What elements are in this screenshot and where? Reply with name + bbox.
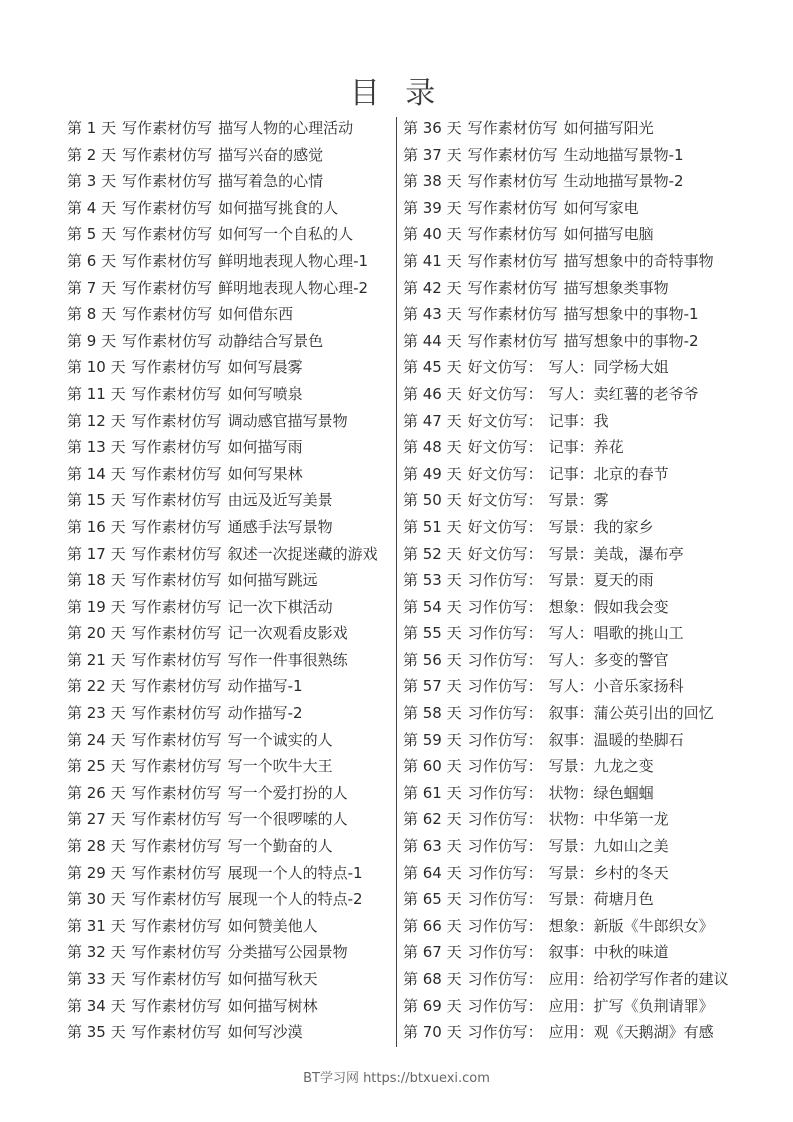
- toc-entry-topic: 记事：北京的春节: [548, 464, 669, 483]
- toc-entry-topic: 写人：唱歌的挑山工: [548, 624, 684, 643]
- toc-entry-topic: 记一次观看皮影戏: [227, 624, 348, 643]
- toc-entry[interactable]: [403, 620, 743, 647]
- toc-entry-category: 写作素材仿写: [131, 943, 222, 962]
- toc-entry[interactable]: [67, 541, 393, 568]
- toc-entry-topic: 写景：乡村的冬天: [548, 863, 669, 882]
- toc-entry-category: 写作素材仿写: [131, 624, 222, 643]
- toc-entry-category: 写作素材仿写: [131, 837, 222, 856]
- toc-entry-topic: 应用：扩写《负荆请罪》: [548, 996, 714, 1015]
- toc-entry-day: 第 38 天: [403, 172, 462, 191]
- toc-entry[interactable]: [403, 567, 743, 594]
- toc-entry-day: 第 52 天: [403, 544, 462, 563]
- toc-entry[interactable]: [67, 381, 393, 408]
- toc-entry[interactable]: [67, 753, 393, 780]
- toc-entry[interactable]: [67, 248, 393, 275]
- toc-entry-topic: 应用：观《天鹅湖》有感: [548, 1023, 714, 1042]
- toc-entry[interactable]: [403, 700, 743, 727]
- toc-entry[interactable]: [67, 594, 393, 621]
- toc-entry-topic: 状物：中华第一龙: [548, 810, 669, 829]
- toc-entry-day: 第 8 天: [67, 305, 117, 324]
- toc-entry-day: 第 25 天: [67, 757, 126, 776]
- toc-entry-topic: 分类描写公园景物: [227, 943, 348, 962]
- toc-entry-category: 好文仿写：: [467, 358, 543, 377]
- toc-entry-category: 习作仿写：: [467, 916, 543, 935]
- toc-entry-category: 写作素材仿写: [467, 119, 558, 137]
- toc-entry-category: 写作素材仿写: [122, 251, 213, 270]
- column-divider: [396, 117, 397, 1047]
- toc-entry-category: 写作素材仿写: [131, 517, 222, 536]
- toc-entry-day: 第 55 天: [403, 624, 462, 643]
- toc-entry[interactable]: [403, 514, 743, 541]
- toc-entry[interactable]: [403, 833, 743, 860]
- toc-entry-category: 好文仿写：: [467, 384, 543, 403]
- toc-entry-day: 第 18 天: [67, 571, 126, 590]
- toc-entry[interactable]: [67, 275, 393, 302]
- toc-entry-day: 第 10 天: [67, 358, 126, 377]
- toc-entry-day: 第 28 天: [67, 837, 126, 856]
- toc-entry[interactable]: [67, 301, 393, 328]
- page-title: 目 录: [349, 76, 444, 111]
- toc-entry-topic: 描写想象中的事物-2: [563, 331, 699, 350]
- toc-entry[interactable]: [67, 886, 393, 913]
- toc-entry-day: 第 11 天: [67, 384, 126, 403]
- toc-entry-topic: 调动感官描写景物: [227, 411, 348, 430]
- toc-entry-day: 第 19 天: [67, 597, 126, 616]
- toc-entry-day: 第 30 天: [67, 890, 126, 909]
- toc-entry-category: 写作素材仿写: [467, 278, 558, 297]
- toc-entry-category: 好文仿写：: [467, 544, 543, 563]
- toc-entry-category: 好文仿写：: [467, 438, 543, 457]
- toc-entry-category: 习作仿写：: [467, 1023, 543, 1042]
- toc-entry-category: 写作素材仿写: [131, 1023, 222, 1042]
- toc-entry-day: 第 33 天: [67, 970, 126, 988]
- toc-entry-topic: 如何描写雨: [227, 438, 303, 457]
- toc-entry-category: 写作素材仿写: [131, 757, 222, 776]
- toc-entry-day: 第 31 天: [67, 916, 126, 935]
- toc-entry[interactable]: [403, 142, 743, 169]
- toc-entry-day: 第 1 天: [67, 119, 117, 137]
- toc-entry-day: 第 58 天: [403, 704, 462, 723]
- toc-entry-day: 第 3 天: [67, 172, 117, 191]
- toc-entry[interactable]: [403, 939, 743, 966]
- toc-entry[interactable]: [67, 115, 393, 142]
- toc-entry-category: 写作素材仿写: [131, 783, 222, 802]
- toc-entry-topic: 如何描写秋天: [227, 970, 318, 988]
- toc-entry-topic: 写作一件事很熟练: [227, 650, 348, 669]
- toc-entry[interactable]: [67, 434, 393, 461]
- toc-entry-day: 第 40 天: [403, 225, 462, 244]
- toc-entry-category: 写作素材仿写: [122, 331, 213, 350]
- toc-entry-category: 习作仿写：: [467, 943, 543, 962]
- toc-entry[interactable]: [67, 993, 393, 1020]
- toc-entry-category: 习作仿写：: [467, 704, 543, 723]
- toc-entry-day: 第 22 天: [67, 677, 126, 696]
- toc-entry-topic: 写景：我的家乡: [548, 517, 654, 536]
- toc-entry[interactable]: [67, 833, 393, 860]
- toc-entry-category: 写作素材仿写: [131, 704, 222, 723]
- toc-entry-topic: 鲜明地表现人物心理-2: [218, 278, 369, 297]
- toc-entry[interactable]: [67, 461, 393, 488]
- toc-entry-day: 第 57 天: [403, 677, 462, 696]
- toc-entry-day: 第 46 天: [403, 384, 462, 403]
- toc-entry-topic: 描写想象中的事物-1: [563, 305, 699, 324]
- toc-entry-topic: 写一个勤奋的人: [227, 837, 333, 856]
- toc-entry-day: 第 39 天: [403, 198, 462, 217]
- toc-entry-category: 习作仿写：: [467, 810, 543, 829]
- toc-entry-category: 写作素材仿写: [122, 145, 213, 164]
- toc-entry-topic: 描写着急的心情: [218, 172, 324, 191]
- toc-entry[interactable]: [403, 195, 743, 222]
- toc-entry-topic: 如何借东西: [218, 305, 294, 324]
- toc-entry-day: 第 2 天: [67, 145, 117, 164]
- toc-entry-topic: 描写兴奋的感觉: [218, 145, 324, 164]
- toc-entry-topic: 如何写晨雾: [227, 358, 303, 377]
- toc-entry-category: 习作仿写：: [467, 996, 543, 1015]
- toc-entry-topic: 叙事：蒲公英引出的回忆: [548, 704, 714, 723]
- toc-entry-topic: 写景：九龙之变: [548, 757, 654, 776]
- toc-entry-day: 第 62 天: [403, 810, 462, 829]
- toc-entry-day: 第 59 天: [403, 730, 462, 749]
- toc-entry-topic: 动静结合写景色: [218, 331, 324, 350]
- toc-entry-day: 第 12 天: [67, 411, 126, 430]
- toc-entry-day: 第 20 天: [67, 624, 126, 643]
- toc-entry-topic: 叙事：中秋的味道: [548, 943, 669, 962]
- toc-entry[interactable]: [403, 434, 743, 461]
- toc-entry[interactable]: [67, 354, 393, 381]
- toc-entry-topic: 写景：美哉，瀑布亭: [548, 544, 684, 563]
- toc-entry[interactable]: [403, 301, 743, 328]
- toc-entry-topic: 如何赞美他人: [227, 916, 318, 935]
- toc-entry-topic: 应用：给初学写作者的建议: [548, 970, 729, 988]
- toc-entry-topic: 写人：卖红薯的老爷爷: [548, 384, 699, 403]
- toc-entry-topic: 记一次下棋活动: [227, 597, 333, 616]
- toc-entry-category: 写作素材仿写: [467, 251, 558, 270]
- toc-entry-day: 第 68 天: [403, 970, 462, 988]
- toc-entry-day: 第 15 天: [67, 491, 126, 510]
- toc-entry-topic: 写景：荷塘月色: [548, 890, 654, 909]
- toc-entry-day: 第 29 天: [67, 863, 126, 882]
- toc-entry-category: 习作仿写：: [467, 730, 543, 749]
- toc-entry-topic: 如何写家电: [563, 198, 639, 217]
- toc-entry-category: 写作素材仿写: [131, 650, 222, 669]
- toc-right-column: [403, 115, 743, 1046]
- toc-entry-topic: 想象：假如我会变: [548, 597, 669, 616]
- toc-entry[interactable]: [67, 700, 393, 727]
- toc-entry-category: 好文仿写：: [467, 464, 543, 483]
- toc-entry-topic: 如何描写电脑: [563, 225, 654, 244]
- toc-entry-category: 写作素材仿写: [131, 597, 222, 616]
- toc-entry-topic: 生动地描写景物-1: [563, 145, 684, 164]
- toc-entry-category: 写作素材仿写: [131, 464, 222, 483]
- toc-entry-day: 第 35 天: [67, 1023, 126, 1042]
- toc-entry[interactable]: [67, 328, 393, 355]
- toc-entry-day: 第 63 天: [403, 837, 462, 856]
- toc-entry-category: 好文仿写：: [467, 517, 543, 536]
- toc-entry-topic: 描写想象类事物: [563, 278, 669, 297]
- toc-entry-day: 第 4 天: [67, 198, 117, 217]
- toc-entry-topic: 描写想象中的奇特事物: [563, 251, 714, 270]
- toc-entry-category: 写作素材仿写: [131, 730, 222, 749]
- toc-entry-category: 写作素材仿写: [467, 172, 558, 191]
- toc-entry-topic: 写一个吹牛大王: [227, 757, 333, 776]
- toc-entry-day: 第 27 天: [67, 810, 126, 829]
- toc-entry-day: 第 13 天: [67, 438, 126, 457]
- toc-entry[interactable]: [403, 913, 743, 940]
- toc-entry-topic: 如何描写树林: [227, 996, 318, 1015]
- toc-left-column: [67, 115, 393, 1046]
- toc-entry[interactable]: [403, 647, 743, 674]
- toc-entry-category: 写作素材仿写: [122, 225, 213, 244]
- toc-entry-topic: 如何写喷泉: [227, 384, 303, 403]
- toc-entry[interactable]: [67, 620, 393, 647]
- toc-entry[interactable]: [67, 1019, 393, 1046]
- toc-entry[interactable]: [67, 408, 393, 435]
- toc-entry-category: 写作素材仿写: [467, 145, 558, 164]
- toc-entry[interactable]: [403, 354, 743, 381]
- toc-entry-category: 习作仿写：: [467, 863, 543, 882]
- toc-entry-category: 写作素材仿写: [122, 305, 213, 324]
- toc-entry-day: 第 6 天: [67, 251, 117, 270]
- toc-entry-topic: 写景：夏天的雨: [548, 571, 654, 590]
- toc-entry-day: 第 69 天: [403, 996, 462, 1015]
- toc-entry-day: 第 36 天: [403, 119, 462, 137]
- toc-entry-day: 第 49 天: [403, 464, 462, 483]
- toc-entry-topic: 通感手法写景物: [227, 517, 333, 536]
- toc-entry-topic: 如何描写阳光: [563, 119, 654, 137]
- toc-entry[interactable]: [67, 966, 393, 993]
- toc-entry-category: 写作素材仿写: [131, 996, 222, 1015]
- toc-entry-topic: 想象：新版《牛郎织女》: [548, 916, 714, 935]
- toc-entry-topic: 鲜明地表现人物心理-1: [218, 251, 369, 270]
- toc-entry[interactable]: [403, 248, 743, 275]
- toc-entry-topic: 记事：养花: [548, 438, 624, 457]
- toc-entry[interactable]: [403, 221, 743, 248]
- toc-entry[interactable]: [67, 647, 393, 674]
- toc-entry-category: 好文仿写：: [467, 491, 543, 510]
- toc-entry-category: 习作仿写：: [467, 597, 543, 616]
- toc-entry[interactable]: [67, 780, 393, 807]
- toc-entry-day: 第 53 天: [403, 571, 462, 590]
- toc-entry[interactable]: [403, 381, 743, 408]
- toc-entry-day: 第 67 天: [403, 943, 462, 962]
- toc-entry[interactable]: [403, 487, 743, 514]
- toc-entry-day: 第 56 天: [403, 650, 462, 669]
- toc-entry-day: 第 47 天: [403, 411, 462, 430]
- toc-entry[interactable]: [403, 461, 743, 488]
- toc-entry-day: 第 54 天: [403, 597, 462, 616]
- toc-entry-day: 第 24 天: [67, 730, 126, 749]
- toc-entry[interactable]: [403, 993, 743, 1020]
- toc-entry-category: 写作素材仿写: [131, 384, 222, 403]
- toc-entry[interactable]: [67, 673, 393, 700]
- toc-entry-category: 写作素材仿写: [122, 198, 213, 217]
- toc-entry[interactable]: [67, 142, 393, 169]
- toc-entry-topic: 由远及近写美景: [227, 491, 333, 510]
- toc-entry-day: 第 23 天: [67, 704, 126, 723]
- toc-entry-day: 第 16 天: [67, 517, 126, 536]
- toc-entry-category: 写作素材仿写: [467, 331, 558, 350]
- toc-entry-category: 写作素材仿写: [131, 916, 222, 935]
- toc-entry-day: 第 21 天: [67, 650, 126, 669]
- toc-entry-topic: 写人：多变的警官: [548, 650, 669, 669]
- toc-entry-category: 习作仿写：: [467, 757, 543, 776]
- toc-entry-topic: 写景：九如山之美: [548, 837, 669, 856]
- toc-entry[interactable]: [403, 275, 743, 302]
- toc-entry-topic: 写景：雾: [548, 491, 609, 510]
- toc-entry-topic: 生动地描写景物-2: [563, 172, 684, 191]
- toc-entry-category: 习作仿写：: [467, 837, 543, 856]
- toc-entry-day: 第 65 天: [403, 890, 462, 909]
- toc-entry-topic: 写人：小音乐家扬科: [548, 677, 684, 696]
- toc-entry-topic: 展现一个人的特点-1: [227, 863, 363, 882]
- toc-entry[interactable]: [403, 408, 743, 435]
- toc-entry-topic: 状物：绿色蝈蝈: [548, 783, 654, 802]
- toc-entry-category: 写作素材仿写: [467, 305, 558, 324]
- toc-entry-category: 写作素材仿写: [131, 863, 222, 882]
- toc-entry[interactable]: [403, 966, 743, 993]
- toc-entry-category: 习作仿写：: [467, 890, 543, 909]
- toc-entry[interactable]: [403, 860, 743, 887]
- toc-entry-day: 第 37 天: [403, 145, 462, 164]
- toc-entry[interactable]: [67, 567, 393, 594]
- toc-entry-category: 写作素材仿写: [131, 358, 222, 377]
- toc-entry-topic: 叙述一次捉迷藏的游戏: [227, 544, 378, 563]
- toc-entry-category: 写作素材仿写: [131, 411, 222, 430]
- toc-entry-category: 习作仿写：: [467, 783, 543, 802]
- toc-entry-day: 第 50 天: [403, 491, 462, 510]
- toc-entry-day: 第 43 天: [403, 305, 462, 324]
- toc-entry-topic: 如何写果林: [227, 464, 303, 483]
- toc-entry-day: 第 60 天: [403, 757, 462, 776]
- toc-entry[interactable]: [403, 168, 743, 195]
- toc-entry-day: 第 51 天: [403, 517, 462, 536]
- toc-entry-category: 写作素材仿写: [122, 278, 213, 297]
- toc-entry-day: 第 34 天: [67, 996, 126, 1015]
- toc-entry-day: 第 61 天: [403, 783, 462, 802]
- toc-entry-category: 习作仿写：: [467, 970, 543, 988]
- toc-entry-topic: 描写人物的心理活动: [218, 119, 354, 137]
- toc-entry-day: 第 64 天: [403, 863, 462, 882]
- toc-entry[interactable]: [67, 939, 393, 966]
- toc-entry-day: 第 7 天: [67, 278, 117, 297]
- toc-entry[interactable]: [67, 195, 393, 222]
- toc-entry[interactable]: [67, 913, 393, 940]
- toc-entry-day: 第 44 天: [403, 331, 462, 350]
- toc-entry-topic: 如何写沙漠: [227, 1023, 303, 1042]
- toc-entry-category: 习作仿写：: [467, 677, 543, 696]
- toc-entry-topic: 如何描写挑食的人: [218, 198, 339, 217]
- toc-entry-day: 第 48 天: [403, 438, 462, 457]
- toc-entry-day: 第 45 天: [403, 358, 462, 377]
- toc-entry[interactable]: [403, 753, 743, 780]
- toc-entry[interactable]: [403, 806, 743, 833]
- toc-entry[interactable]: [403, 115, 743, 142]
- toc-entry-day: 第 32 天: [67, 943, 126, 962]
- toc-entry-topic: 写一个诚实的人: [227, 730, 333, 749]
- toc-entry-category: 写作素材仿写: [131, 677, 222, 696]
- toc-entry-category: 好文仿写：: [467, 411, 543, 430]
- toc-entry-category: 写作素材仿写: [122, 172, 213, 191]
- toc-entry-topic: 写人：同学杨大姐: [548, 358, 669, 377]
- toc-entry[interactable]: [67, 221, 393, 248]
- toc-entry-topic: 记事：我: [548, 411, 609, 430]
- toc-entry-category: 写作素材仿写: [122, 119, 213, 137]
- toc-entry[interactable]: [67, 806, 393, 833]
- toc-entry-day: 第 70 天: [403, 1023, 462, 1042]
- toc-entry-category: 习作仿写：: [467, 650, 543, 669]
- toc-entry-topic: 如何描写跳远: [227, 571, 318, 590]
- toc-entry-day: 第 26 天: [67, 783, 126, 802]
- toc-entry[interactable]: [67, 860, 393, 887]
- toc-entry[interactable]: [67, 514, 393, 541]
- toc-entry[interactable]: [403, 1019, 743, 1046]
- toc-entry[interactable]: [403, 594, 743, 621]
- toc-entry-day: 第 9 天: [67, 331, 117, 350]
- toc-entry[interactable]: [403, 886, 743, 913]
- toc-entry-day: 第 14 天: [67, 464, 126, 483]
- toc-entry-topic: 展现一个人的特点-2: [227, 890, 363, 909]
- toc-entry-category: 写作素材仿写: [131, 438, 222, 457]
- toc-entry-topic: 动作描写-1: [227, 677, 303, 696]
- toc-entry-topic: 叙事：温暖的垫脚石: [548, 730, 684, 749]
- toc-entry-category: 写作素材仿写: [131, 810, 222, 829]
- toc-entry-category: 习作仿写：: [467, 624, 543, 643]
- toc-entry-category: 写作素材仿写: [131, 491, 222, 510]
- toc-entry[interactable]: [403, 727, 743, 754]
- toc-entry-day: 第 41 天: [403, 251, 462, 270]
- toc-entry-category: 写作素材仿写: [467, 198, 558, 217]
- toc-entry[interactable]: [403, 780, 743, 807]
- toc-entry-category: 写作素材仿写: [131, 544, 222, 563]
- toc-entry-topic: 写一个很啰嗦的人: [227, 810, 348, 829]
- toc-entry[interactable]: [403, 328, 743, 355]
- toc-entry-topic: 如何写一个自私的人: [218, 225, 354, 244]
- toc-entry-day: 第 5 天: [67, 225, 117, 244]
- toc-entry-day: 第 42 天: [403, 278, 462, 297]
- toc-entry[interactable]: [403, 541, 743, 568]
- footer-watermark: BT学习网 https://btxuexi.com: [303, 1071, 490, 1086]
- toc-entry[interactable]: [67, 168, 393, 195]
- toc-entry-topic: 动作描写-2: [227, 704, 303, 723]
- toc-entry[interactable]: [67, 727, 393, 754]
- toc-entry[interactable]: [67, 487, 393, 514]
- toc-entry-category: 写作素材仿写: [131, 970, 222, 988]
- toc-entry-day: 第 17 天: [67, 544, 126, 563]
- toc-entry-day: 第 66 天: [403, 916, 462, 935]
- toc-entry-category: 写作素材仿写: [467, 225, 558, 244]
- toc-entry[interactable]: [403, 673, 743, 700]
- toc-entry-category: 写作素材仿写: [131, 890, 222, 909]
- toc-entry-category: 写作素材仿写: [131, 571, 222, 590]
- toc-entry-topic: 写一个爱打扮的人: [227, 783, 348, 802]
- toc-entry-category: 习作仿写：: [467, 571, 543, 590]
